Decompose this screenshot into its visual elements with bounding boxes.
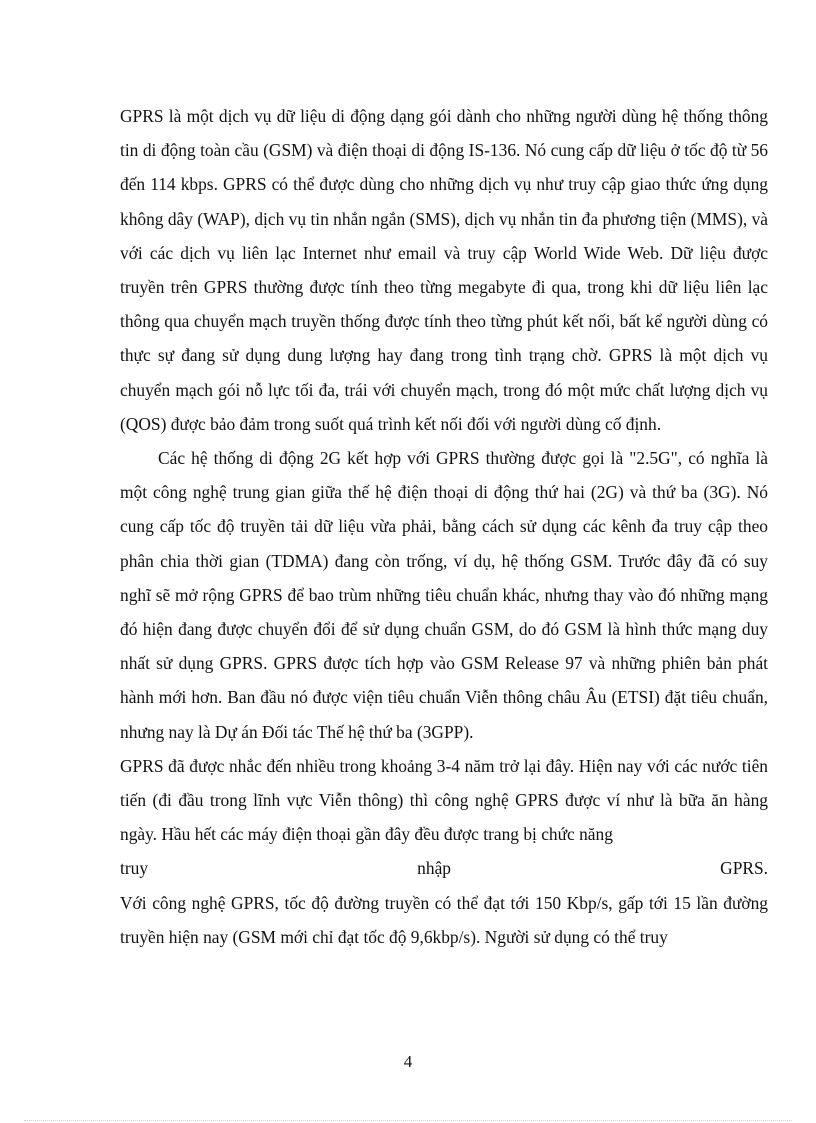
spread-word-2: nhập: [417, 858, 451, 879]
spread-line: [120, 851, 768, 885]
spread-word-3: GPRS.: [720, 858, 768, 879]
page-number: 4: [403, 1052, 413, 1071]
footer-divider: [24, 1120, 792, 1121]
paragraph-2-5g: Các hệ thống di động 2G kết hợp với GPRS thường được gọi là "2.5G", có nghĩa là một công nghệ trung gian giữa thế hệ điện thoại di động thứ hai (2G) và thứ ba (3G). Nó cung cấp tốc độ truyền tải dữ liệu vừa phải, bằng cách sử dụng các kênh đa truy cập theo phân chia thời gian (TDMA) đang còn trống, ví dụ, hệ thống GSM. Trước đây đã có suy nghĩ sẽ mở rộng GPRS để bao trùm những tiêu chuẩn khác, nhưng thay vào đó những mạng đó hiện đang được chuyển đổi để sử dụng chuẩn GSM, do đó GSM là hình thức mạng duy nhất sử dụng GPRS. GPRS được tích hợp vào GSM Release 97 và những phiên bản phát hành mới hơn. Ban đầu nó được viện tiêu chuẩn Viễn thông châu Âu (ETSI) đặt tiêu chuẩn, nhưng nay là Dự án Đối tác Thế hệ thứ ba (3GPP).: [120, 448, 768, 742]
paragraph-gprs-popularity: GPRS đã được nhắc đến nhiều trong khoảng 3-4 năm trở lại đây. Hiện nay với các nước tiên tiến (đi đầu trong lĩnh vực Viễn thông) thì công nghệ GPRS được ví như là bữa ăn hàng ngày. Hầu hết các máy điện thoại gần đây đều được trang bị chức năng: [120, 755, 768, 845]
paragraph-gprs-definition: GPRS là một dịch vụ dữ liệu di động dạng gói dành cho những người dùng hệ thống thông tin di động toàn cầu (GSM) và điện thoại di động IS-136. Nó cung cấp dữ liệu ở tốc độ từ 56 đến 114 kbps. GPRS có thể được dùng cho những dịch vụ như truy cập giao thức ứng dụng không dây (WAP), dịch vụ tin nhắn ngắn (SMS), dịch vụ nhắn tin đa phương tiện (MMS), và với các dịch vụ liên lạc Internet như email và truy cập World Wide Web. Dữ liệu được truyền trên GPRS thường được tính theo từng megabyte đi qua, trong khi dữ liệu liên lạc thông qua chuyển mạch truyền thống được tính theo từng phút kết nối, bất kể người dùng có thực sự đang sử dụng dung lượng hay đang trong tình trạng chờ. GPRS là một dịch vụ chuyển mạch gói nỗ lực tối đa, trái với chuyển mạch, trong đó một mức chất lượng dịch vụ (QOS) được bảo đảm trong suốt quá trình kết nối đối với người dùng cố định.: [120, 106, 768, 434]
paragraph-gprs-speed: Với công nghệ GPRS, tốc độ đường truyền có thể đạt tới 150 Kbp/s, gấp tới 15 lần đường truyền hiện nay (GSM mới chỉ đạt tốc độ 9,6kbp/s). Người sử dụng có thể truy: [120, 892, 768, 947]
spread-word-1: truy: [120, 858, 149, 879]
body-text: [120, 99, 768, 954]
